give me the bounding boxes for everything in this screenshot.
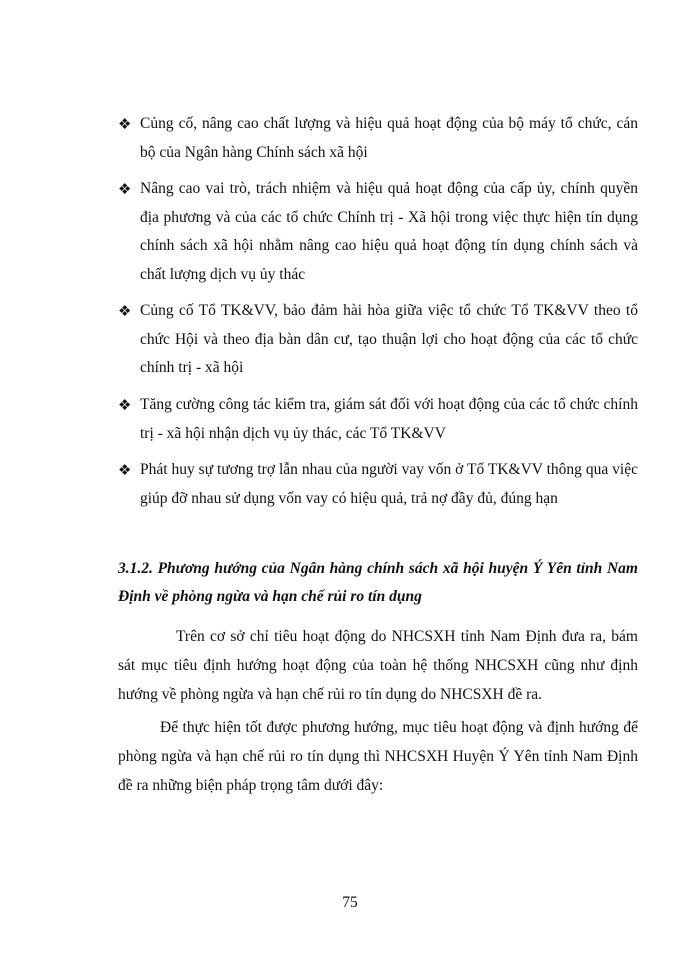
- body-paragraph: Trên cơ sở chỉ tiêu hoạt động do NHCSXH tỉnh Nam Định đưa ra, bám sát mục tiêu định hướng hoạt động của toàn hệ thống NHCSXH cũng như định hướng về phòng ngừa và hạn chế rủi ro tín dụng do NHCSXH đề ra.: [118, 628, 638, 703]
- diamond-bullet-icon: ❖: [118, 115, 132, 133]
- bullet-text: Tăng cường công tác kiểm tra, giám sát đối với hoạt động của các tổ chức chính trị - xã hội nhận dịch vụ ủy thác, các Tổ TK&VV: [140, 396, 638, 442]
- body-paragraph: Để thực hiện tốt được phương hướng, mục tiêu hoạt động và định hướng để phòng ngừa và hạn chế rủi ro tín dụng thì NHCSXH Huyện Ý Yên tỉnh Nam Định đề ra những biện pháp trọng tâm dưới đây:: [118, 719, 638, 794]
- bullet-text: Phát huy sự tương trợ lẫn nhau của người vay vốn ở Tổ TK&VV thông qua việc giúp đỡ nhau sử dụng vốn vay có hiệu quả, trả nợ đầy đủ, đúng hạn: [140, 461, 638, 507]
- page-number: 75: [342, 894, 358, 911]
- bullet-text: Củng cố Tổ TK&VV, bảo đảm hài hòa giữa việc tổ chức Tổ TK&VV theo tổ chức Hội và theo địa bàn dân cư, tạo thuận lợi cho hoạt động của các tổ chức chính trị - xã hội: [140, 302, 638, 376]
- diamond-bullet-icon: ❖: [118, 180, 132, 198]
- bullet-item: [118, 456, 638, 513]
- bullet-text: Nâng cao vai trò, trách nhiệm và hiệu quả hoạt động của cấp ủy, chính quyền địa phương và của các tổ chức Chính trị - Xã hội trong việc thực hiện tín dụng chính sách xã hội nhằm nâng cao hiệu quả hoạt động tín dụng chính sách và chất lượng dịch vụ ủy thác: [140, 180, 638, 283]
- bullet-item: [118, 391, 638, 448]
- bullet-item: [118, 110, 638, 167]
- bullet-text: Củng cố, nâng cao chất lượng và hiệu quả hoạt động của bộ máy tổ chức, cán bộ của Ngân hàng Chính sách xã hội: [140, 115, 638, 161]
- bullet-item: [118, 297, 638, 383]
- diamond-bullet-icon: ❖: [118, 396, 132, 414]
- section-heading: 3.1.2. Phương hướng của Ngân hàng chính sách xã hội huyện Ý Yên tỉnh Nam Định về phòng ngừa và hạn chế rủi ro tín dụng: [118, 560, 638, 605]
- bullet-item: [118, 175, 638, 289]
- diamond-bullet-icon: ❖: [118, 302, 132, 320]
- diamond-bullet-icon: ❖: [118, 461, 132, 479]
